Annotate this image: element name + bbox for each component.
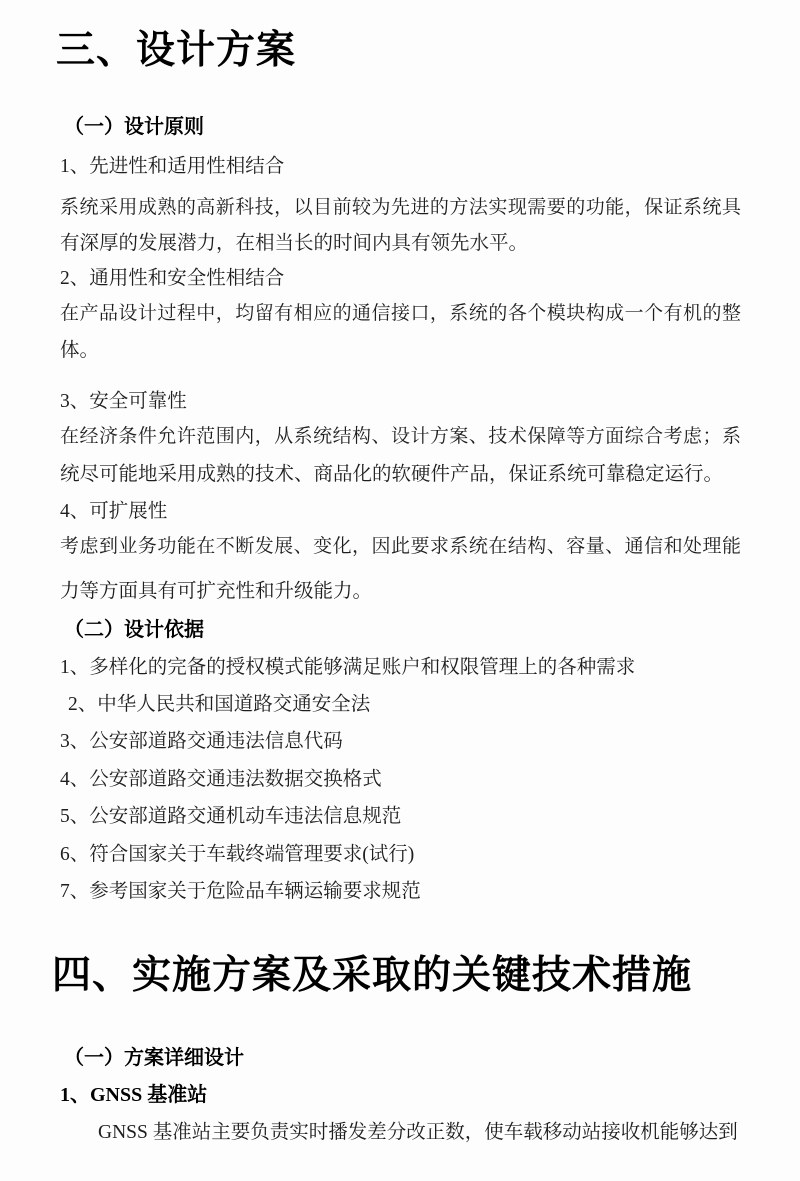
gnss-paragraph-line: GNSS 基准站主要负责实时播发差分改正数，使车载移动站接收机能够达到 [98,1122,738,1143]
principle-1-body-line: 有深厚的发展潜力，在相当长的时间内具有领先水平。 [60,233,529,254]
section-4-heading: 四、实施方案及采取的关键技术措施 [52,954,693,997]
principle-3-body-line: 统尽可能地采用成熟的技术、商品化的软硬件产品，保证系统可靠稳定运行。 [60,464,724,485]
principle-4-body-line: 力等方面具有可扩充性和升级能力。 [60,581,373,602]
principle-3-title: 3、安全可靠性 [60,391,187,412]
principle-2-body-line: 在产品设计过程中，均留有相应的通信接口，系统的各个模块构成一个有机的整 [60,303,741,324]
design-basis-heading: （二）设计依据 [64,619,204,641]
basis-item-5: 5、公安部道路交通机动车违法信息规范 [60,806,402,827]
basis-item-1: 1、多样化的完备的授权模式能够满足账户和权限管理上的各种需求 [60,657,636,678]
basis-item-4: 4、公安部道路交通违法数据交换格式 [60,769,382,790]
principle-2-title: 2、通用性和安全性相结合 [60,268,285,289]
basis-item-2: 2、中华人民共和国道路交通安全法 [68,694,371,715]
section-3-heading: 三、设计方案 [56,29,297,72]
basis-item-7: 7、参考国家关于危险品车辆运输要求规范 [60,881,421,902]
gnss-subsection-title: 1、GNSS 基准站 [60,1084,208,1106]
principle-4-title: 4、可扩展性 [60,501,168,522]
basis-item-3: 3、公安部道路交通违法信息代码 [60,731,343,752]
detailed-design-heading: （一）方案详细设计 [64,1047,244,1069]
principle-1-title: 1、先进性和适用性相结合 [60,156,285,177]
principle-2-body-line: 体。 [60,340,100,361]
principle-4-body-line: 考虑到业务功能在不断发展、变化，因此要求系统在结构、容量、通信和处理能 [60,536,741,557]
design-principles-heading: （一）设计原则 [64,116,204,138]
principle-1-body-line: 系统采用成熟的高新科技，以目前较为先进的方法实现需要的功能，保证系统具 [60,197,741,218]
principle-3-body-line: 在经济条件允许范围内，从系统结构、设计方案、技术保障等方面综合考虑；系 [60,426,741,447]
basis-item-6: 6、符合国家关于车载终端管理要求(试行) [60,844,415,865]
